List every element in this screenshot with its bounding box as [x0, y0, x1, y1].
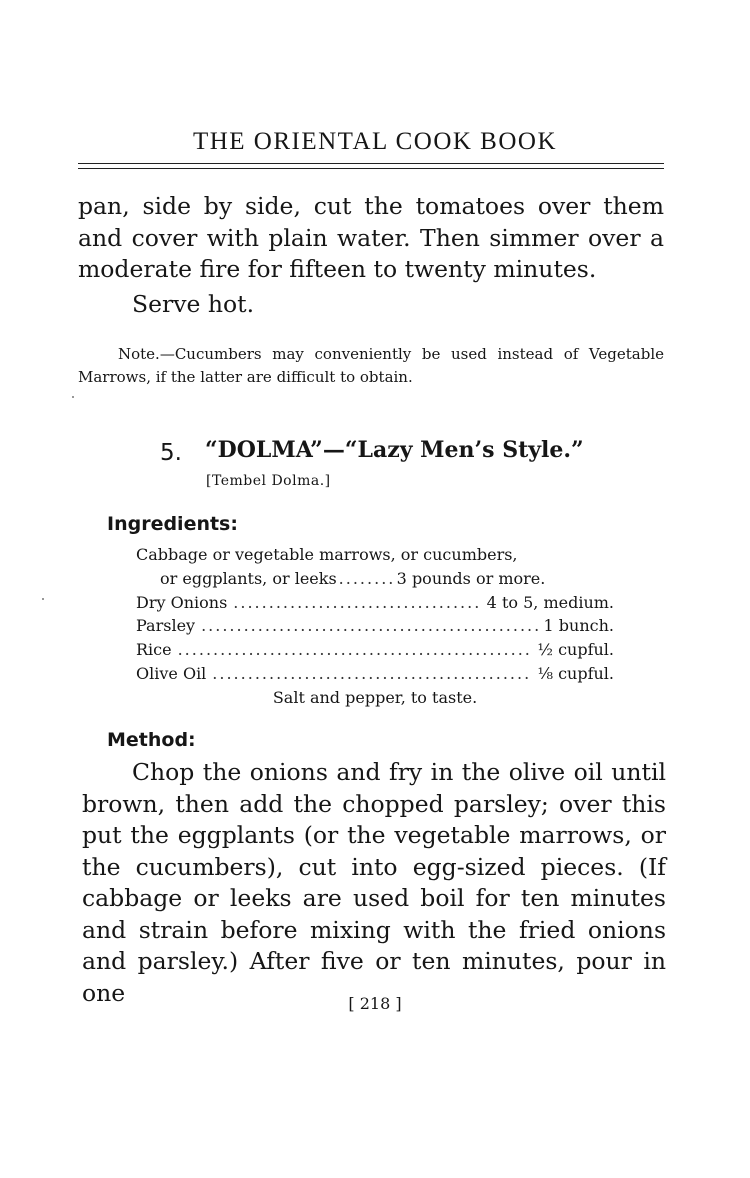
ingredient-name: Dry Onions [136, 592, 228, 612]
ingredient-row [136, 614, 614, 638]
ingredients-heading: Ingredients: [107, 513, 238, 535]
ingredient-name: Parsley [136, 616, 196, 636]
print-speck [42, 598, 44, 600]
ingredient-name: Rice [136, 640, 172, 660]
ingredient-row [136, 662, 614, 686]
ingredient-quantity: ⅛ cupful. [537, 663, 614, 683]
running-head: THE ORIENTAL COOK BOOK [192, 128, 558, 155]
ingredient-name: Cabbage or vegetable marrows, or cucumbers, [136, 545, 518, 564]
ingredient-row [136, 543, 614, 567]
ingredient-quantity: 4 to 5, medium. [486, 592, 614, 612]
ingredient-quantity: ½ cupful. [537, 640, 614, 660]
leader-dots [233, 591, 480, 615]
ingredient-row [136, 567, 614, 591]
ingredient-name: Olive Oil [136, 663, 207, 683]
ingredients-list [136, 543, 614, 686]
page-number: [ 218 ] [348, 994, 402, 1013]
header-rule-bottom [78, 168, 664, 169]
method-paragraph: Chop the onions and fry in the olive oil until brown, then add the chopped parsley; over this put the eggplants (or the vegetable marrows, or the cucumbers), cut into egg-sized pieces. (If cabbage or leeks are used boil for ten minutes and strain before mixing with the fried onions and parsley.) After five or ten minutes, pour in one [82, 758, 666, 1007]
note-paragraph: Note.—Cucumbers may conveniently be used instead of Vegetable Marrows, if the latter are difficult to obtain. [78, 345, 664, 386]
print-speck [72, 396, 74, 398]
leader-dots [201, 614, 537, 638]
ingredient-name-continued: or eggplants, or leeks [160, 568, 337, 588]
recipe-title: “DOLMA”—“Lazy Men’s Style.” [205, 437, 584, 463]
ingredient-row [136, 638, 614, 662]
header-rule-top [78, 163, 664, 164]
method-heading: Method: [107, 729, 196, 751]
leader-dots [212, 662, 531, 686]
leader-dots [339, 567, 395, 591]
serve-instruction: Serve hot. [132, 290, 255, 318]
ingredient-quantity: 3 pounds or more. [396, 568, 546, 588]
ingredient-quantity: 1 bunch. [543, 616, 614, 636]
continuation-paragraph: pan, side by side, cut the tomatoes over them and cover with plain water. Then simmer over a moderate fire for fifteen to twenty minutes. [78, 192, 664, 283]
ingredient-row [136, 591, 614, 615]
leader-dots [178, 638, 532, 662]
recipe-number: 5. [160, 440, 182, 466]
recipe-subtitle: [Tembel Dolma.] [206, 473, 331, 489]
seasoning-line: Salt and pepper, to taste. [272, 688, 478, 707]
